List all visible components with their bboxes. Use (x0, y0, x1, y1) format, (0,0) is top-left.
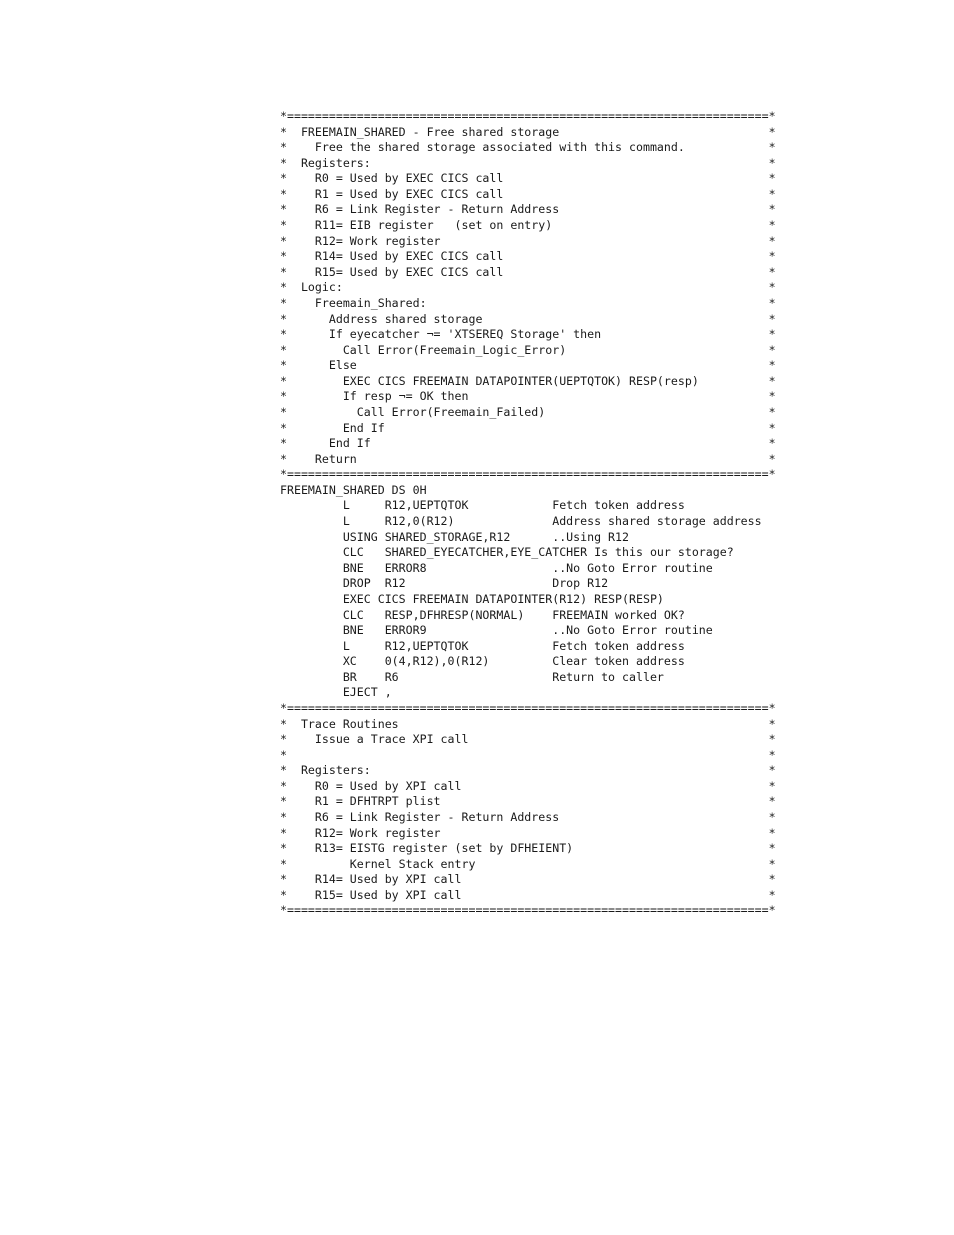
code-line: BNE ERROR9 ..No Goto Error routine (280, 623, 713, 638)
code-line: * R12= Work register * (280, 825, 776, 840)
code-line: FREEMAIN_SHARED DS 0H (280, 482, 427, 497)
code-line: * R12= Work register * (280, 233, 776, 248)
code-line: * Kernel Stack entry * (280, 856, 776, 871)
code-line: * R14= Used by EXEC CICS call * (280, 249, 776, 264)
code-line: * Trace Routines * (280, 716, 776, 731)
code-line: * Address shared storage * (280, 311, 776, 326)
code-line: * R1 = DFHTRPT plist * (280, 794, 776, 809)
code-line: * End If * (280, 436, 776, 451)
code-line: * R0 = Used by XPI call * (280, 778, 776, 793)
code-line: * If resp ¬= OK then * (280, 389, 776, 404)
code-line: CLC SHARED_EYECATCHER,EYE_CATCHER Is this our storage? (280, 545, 734, 560)
code-line: * R15= Used by XPI call * (280, 887, 776, 902)
code-line: * Free the shared storage associated with this command. * (280, 140, 776, 155)
code-line: CLC RESP,DFHRESP(NORMAL) FREEMAIN worked OK? (280, 607, 685, 622)
code-line: BR R6 Return to caller (280, 669, 664, 684)
code-line: DROP R12 Drop R12 (280, 576, 609, 591)
code-line: * EXEC CICS FREEMAIN DATAPOINTER(UEPTQTOK) RESP(resp) * (280, 373, 776, 388)
code-line: * Return * (280, 451, 776, 466)
code-line: * R13= EISTG register (set by DFHEIENT) * (280, 841, 776, 856)
code-line: * Call Error(Freemain_Logic_Error) * (280, 342, 776, 357)
code-line: * Registers: * (280, 155, 776, 170)
code-line: * R0 = Used by EXEC CICS call * (280, 171, 776, 186)
code-line: * Registers: * (280, 763, 776, 778)
code-line: * Call Error(Freemain_Failed) * (280, 404, 776, 419)
code-line: * R11= EIB register (set on entry) * (280, 218, 776, 233)
code-line: * Freemain_Shared: * (280, 295, 776, 310)
code-line: L R12,0(R12) Address shared storage address (280, 514, 762, 529)
code-line: * R6 = Link Register - Return Address * (280, 810, 776, 825)
code-line: L R12,UEPTQTOK Fetch token address (280, 638, 685, 653)
code-line: *=====================================================================* (280, 903, 776, 918)
code-line: EXEC CICS FREEMAIN DATAPOINTER(R12) RESP(RESP) (280, 591, 664, 606)
code-line: * FREEMAIN_SHARED - Free shared storage * (280, 124, 776, 139)
code-line: L R12,UEPTQTOK Fetch token address (280, 498, 685, 513)
code-line: XC 0(4,R12),0(R12) Clear token address (280, 654, 685, 669)
code-line: * End If * (280, 420, 776, 435)
code-line: USING SHARED_STORAGE,R12 ..Using R12 (280, 529, 630, 544)
code-line: *=====================================================================* (280, 467, 776, 482)
code-line: * R6 = Link Register - Return Address * (280, 202, 776, 217)
code-line: * * (280, 747, 776, 762)
code-line: * If eyecatcher ¬= 'XTSEREQ Storage' then * (280, 327, 776, 342)
code-line: *=====================================================================* (280, 109, 776, 123)
code-line: EJECT , (280, 685, 392, 700)
code-line: BNE ERROR8 ..No Goto Error routine (280, 560, 713, 575)
code-line: * Issue a Trace XPI call * (280, 732, 776, 747)
code-line: * R15= Used by EXEC CICS call * (280, 264, 776, 279)
code-line: *=====================================================================* (280, 700, 776, 715)
assembler-listing (280, 109, 776, 919)
code-line: * Logic: * (280, 280, 776, 295)
code-line: * R1 = Used by EXEC CICS call * (280, 186, 776, 201)
code-line: * R14= Used by XPI call * (280, 872, 776, 887)
code-line: * Else * (280, 358, 776, 373)
